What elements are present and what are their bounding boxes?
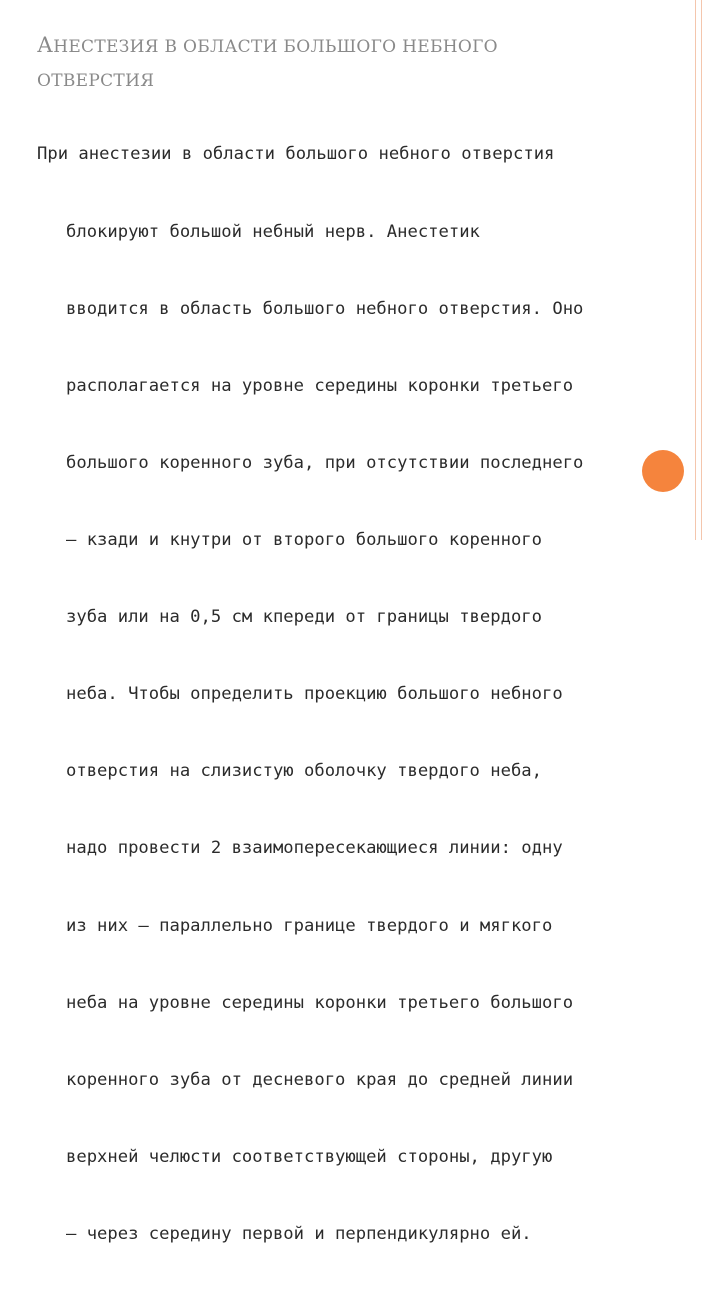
body-line: надо провести 2 взаимопересекающиеся линии: одну [66,838,563,859]
body-line: коренного зуба от десневого края до средней линии [66,1069,574,1090]
body-line: вводится в область большого небного отверстия. Оно [66,298,584,319]
frame-line-right [701,0,702,540]
body-paragraph [37,91,677,1299]
title-initial: А [37,33,54,57]
body-line: отверстия на слизистую оболочку твердого неба, [66,761,542,782]
body-line: При анестезии в области большого небного отверстия [37,144,555,165]
body-line: неба на уровне середины коронки третьего большого [66,992,574,1013]
frame-line-left [695,0,696,540]
body-line: из них – параллельно границе твердого и мягкого [66,915,553,936]
body-line: неба. Чтобы определить проекцию большого небного [66,684,563,705]
title-line-1: НЕСТЕЗИЯ В ОБЛАСТИ БОЛЬШОГО НЕБНОГО [53,37,498,57]
slide-title [37,28,637,98]
accent-circle [642,450,684,492]
body-line: – через середину первой и перпендикулярно ей. [66,1223,532,1244]
body-line: блокируют большой небный нерв. Анестетик [66,221,480,242]
title-line-2: ОТВЕРСТИЯ [37,71,155,91]
body-line: зуба или на 0,5 см кпереди от границы твердого [66,607,542,628]
body-line: – кзади и кнутри от второго большого коренного [66,529,542,550]
body-line: большого коренного зуба, при отсутствии последнего [66,452,584,473]
body-line: верхней челюсти соответствующей стороны, другую [66,1146,553,1167]
body-line: располагается на уровне середины коронки третьего [66,375,574,396]
